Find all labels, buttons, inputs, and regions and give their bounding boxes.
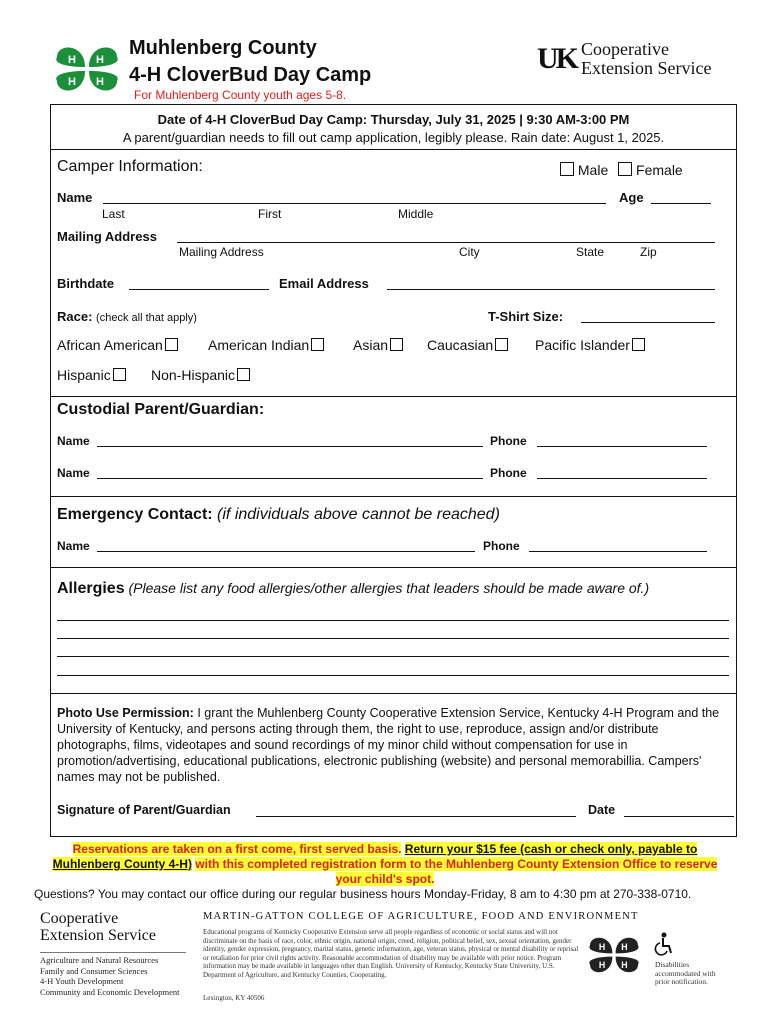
emergency-name-field[interactable] [97,551,475,552]
emergency-phone-label: Phone [483,539,520,553]
race-option: African American [57,337,178,353]
svg-text:H: H [96,76,104,88]
age-subtitle: For Muhlenberg County youth ages 5-8. [134,88,347,102]
footer-programs: Agriculture and Natural Resources Family and Consumer Sciences 4-H Youth Development Community and Economic Development [40,952,186,997]
birthdate-label: Birthdate [57,276,115,291]
guardian1-name-field[interactable] [97,446,483,447]
svg-text:H: H [96,54,104,66]
footer-disclaimer: Educational programs of Kentucky Cooperative Extension serve all people regardless of economic or social status and will not discriminate on the basis of race, color, ethnic origin, national origin, creed, religion, political belief, sex, sexual orientation, gender identity, gender expression, pregnancy, marital status, genetic information, age, veteran status, physical or mental disability or reprisal or retaliation for prior civil rights activity. Reasonable accommodation of disability may be available with prior notice. Program information may be made available in languages other than English. University of Kentucky, Kentucky State University, U.S. Department of Agriculture, and Kentucky Counties, Cooperating. [203,928,579,979]
race-checkbox-hispanic[interactable] [113,368,126,381]
mailing-label: Mailing Address [57,229,157,244]
race-checkbox-american-indian[interactable] [311,338,324,351]
svg-text:H: H [598,942,606,953]
date-field[interactable] [624,816,734,817]
female-label: Female [636,162,683,178]
emergency-phone-field[interactable] [529,551,707,552]
female-checkbox[interactable] [618,162,632,176]
male-label: Male [577,162,609,178]
camper-title: Camper Information: [57,158,203,175]
camp-date-line: Date of 4-H CloverBud Day Camp: Thursday, July 31, 2025 | 9:30 AM-3:00 PM [157,112,630,127]
zip-sublabel: Zip [640,245,657,259]
last-sublabel: Last [102,207,125,221]
camper-section [50,150,737,397]
camp-title: 4-H CloverBud Day Camp [129,64,372,86]
questions-line: Questions? You may contact our office during our regular business hours Monday-Friday, 8 am to 4:30 pm at 270-338-0710. [34,887,692,901]
guardian1-phone-field[interactable] [537,446,707,447]
guardian1-phone-label: Phone [490,434,527,448]
race-checkbox-asian[interactable] [390,338,403,351]
middle-sublabel: Middle [398,207,434,221]
college-name: MARTIN-GATTON COLLEGE OF AGRICULTURE, FOOD AND ENVIRONMENT [203,911,639,922]
footer-clover-icon [586,928,642,982]
mailing-address-field[interactable] [177,242,715,243]
first-sublabel: First [258,207,282,221]
email-label: Email Address [279,276,369,291]
disabilities-note: Disabilities accommodated with prior notification. [655,960,716,987]
race-checkbox-pacific-islander[interactable] [632,338,645,351]
allergies-title: Allergies (Please list any food allergies/other allergies that leaders should be made aware of.) [57,580,650,597]
allergies-line[interactable] [57,620,729,621]
allergies-line[interactable] [57,675,729,676]
footer-city: Lexington, KY 40506 [203,994,265,1002]
name-label: Name [57,190,93,205]
email-field[interactable] [387,289,715,290]
male-checkbox[interactable] [560,162,574,176]
emergency-title: Emergency Contact: (if individuals above cannot be reached) [57,506,500,523]
guardian-title: Custodial Parent/Guardian: [57,401,265,418]
race-option: Pacific Islander [535,337,645,353]
signature-label: Signature of Parent/Guardian [57,803,231,817]
camper-name-field[interactable] [103,203,606,204]
svg-text:H: H [598,959,606,970]
guardian2-name-field[interactable] [97,478,483,479]
allergies-line[interactable] [57,656,729,657]
race-checkbox-caucasian[interactable] [495,338,508,351]
intro-note: A parent/guardian needs to fill out camp application, legibly please. Rain date: August 1, 2025. [122,130,665,145]
guardian1-name-label: Name [57,434,90,448]
city-sublabel: City [459,245,480,259]
ces-logo-text: Cooperative Extension Service [581,39,712,78]
wheelchair-icon [653,932,675,956]
svg-text:H: H [68,76,76,88]
signature-field[interactable] [256,816,576,817]
birthdate-field[interactable] [129,289,269,290]
age-field[interactable] [651,203,711,204]
svg-text:H: H [621,959,628,970]
state-sublabel: State [576,245,605,259]
svg-text:H: H [621,942,628,953]
race-option: Non-Hispanic [151,367,250,383]
race-checkbox-non-hispanic[interactable] [237,368,250,381]
uk-logo-mark: UK [537,42,576,75]
emergency-name-label: Name [57,539,90,553]
race-heading: Race: (check all that apply) [57,309,197,324]
mailing-sublabel: Mailing Address [179,245,264,259]
race-option: Caucasian [427,337,508,353]
footer-ces-logo: Cooperative Extension Service [40,910,156,944]
race-option: American Indian [208,337,324,353]
guardian2-phone-field[interactable] [537,478,707,479]
tshirt-field[interactable] [581,322,715,323]
4h-clover-logo [52,36,122,102]
guardian2-name-label: Name [57,466,90,480]
race-checkbox-african-american[interactable] [165,338,178,351]
guardian2-phone-label: Phone [490,466,527,480]
tshirt-label: T-Shirt Size: [488,309,564,324]
gender-options [560,162,683,178]
photo-permission-text: Photo Use Permission: I grant the Muhlenberg County Cooperative Extension Service, Kentucky 4-H Program and the University of Kentucky, and persons acting through them, the right to use, reproduce, assign and/or distribute photographs, films, videotapes and sound recordings of my minor child without compensation for use in promotion/advertising, educational publications, electronic publishing (website) and personal memorabillia. Campers' names may not be published. [57,706,720,784]
age-label: Age [619,190,644,205]
date-label: Date [588,803,616,817]
county-title: Muhlenberg County [129,37,317,59]
race-option: Asian [353,337,403,353]
svg-text:H: H [68,54,76,66]
race-option: Hispanic [57,367,126,383]
allergies-line[interactable] [57,638,729,639]
reservation-note: Reservations are taken on a first come, first served basis. Return your $15 fee (cash or check only, payable to Muhlenberg County 4-H) with this completed registration form to the Muhlenberg County Extension Office to reserve your child's spot. [52,842,718,886]
